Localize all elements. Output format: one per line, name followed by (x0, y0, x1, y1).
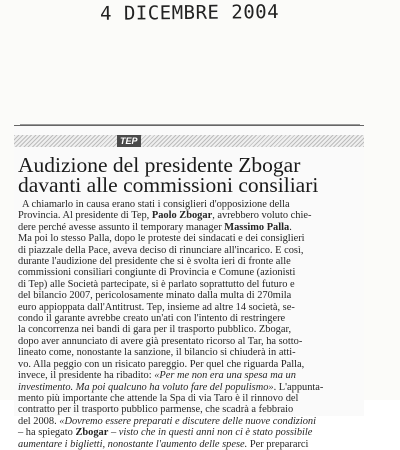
article-line (18, 427, 364, 438)
article-text-run: aumentare i biglietti, nonostante l'aumento delle spese. (18, 438, 248, 450)
article-line (18, 404, 364, 415)
article-line (18, 267, 364, 278)
article-line (18, 279, 364, 290)
article-text-run: «Per me non era una spesa ma un (154, 370, 296, 382)
article-text-run: la concorrenza nei bandi di gara per il trasporto pubblico. Zbogar, (18, 324, 292, 336)
headline (18, 155, 364, 195)
article-text-run: . (289, 221, 292, 233)
article-text-run: di piazzale della Pace, aveva deciso di rinunciare all'incarico. E così, (18, 244, 304, 256)
article-line (18, 393, 364, 404)
section-header-bar (14, 135, 364, 147)
article-line (18, 324, 364, 335)
article-text-run: del bilancio 2007, pericolosamente minato dalla multa di 270mila (18, 290, 292, 302)
article-text-run: investimento. Ma poi qualcuno ha voluto fare del populismo» (18, 381, 274, 393)
article-text-run: Provincia. Al presidente di Tep, (18, 210, 152, 222)
headline-line-2: davanti alle commissioni consiliari (18, 173, 319, 197)
article-text-run: , avrebbero voluto chie- (212, 210, 312, 222)
article-text-run: dopo aver annunciato di avere già presentato ricorso al Tar, ha sotto- (18, 335, 303, 347)
article-line (18, 359, 364, 370)
article-text-run: contratto per il trasporto pubblico parmense, che scadrà a febbraio (18, 404, 294, 416)
article-text-run: Per prepararci (247, 438, 309, 450)
article-line (18, 233, 364, 244)
article-line (18, 290, 364, 301)
article-text-run: invece, il presidente ha ribadito: (18, 370, 155, 382)
article-text-run: Ma poi lo stesso Palla, dopo le proteste dei sindacati e dei consiglieri (18, 233, 305, 245)
article-line (18, 245, 364, 256)
article-line (18, 370, 364, 381)
article-text-run: . L'appunta- (273, 381, 324, 393)
article-text-run: di Tep) alle Società partecipate, si è parlato soprattutto del futuro e (18, 278, 295, 290)
article-text-run: dere perché avesse assunto il temporary manager (18, 221, 225, 233)
article-line (18, 313, 364, 324)
article-text-run: Paolo Zbogar (151, 210, 213, 222)
newspaper-clipping (14, 125, 364, 450)
article-text-run: del 2008. (18, 415, 60, 427)
article-text-run: condo il garante avrebbe creato un'ati con l'intento di restringere (18, 313, 286, 325)
article-line (18, 439, 364, 450)
article-text-run: Massimo Palla (224, 221, 290, 233)
article-body (18, 199, 364, 450)
article-line (18, 222, 364, 233)
article-text-run: durante l'audizione del presidente che si è svolta ieri di fronte alle (18, 256, 291, 268)
article-text-run: mento più importante che attende la Spa di via Taro è il rinnovo del (18, 392, 299, 404)
article-text-run: «Dovremo essere preparati e discutere delle nuove condizioni (59, 415, 316, 427)
article-text-run: – ha spiegato (18, 427, 76, 439)
article-text-run: – visto che in questi anni non ci è stato possibile (108, 427, 313, 439)
article-line (18, 336, 364, 347)
article-text-run: vo. Alla peggio con un risicato pareggio. Per quel che riguarda Palla, (18, 358, 305, 370)
article-line (18, 416, 364, 427)
handwritten-date: 4 DICEMBRE 2004 (99, 1, 280, 25)
article-line (18, 199, 364, 210)
article-line (18, 302, 364, 313)
headline-line-1: Audizione del presidente Zbogar (18, 153, 301, 177)
article-text-run: commissioni consiliari congiunte di Provincia e Comune (azionisti (18, 267, 296, 279)
article-line (18, 382, 364, 393)
article-text-run: A chiamarlo in causa erano stati i consiglieri d'opposizione della (22, 199, 290, 210)
article-line (18, 256, 364, 267)
article-text-run: euro appioppata dall'Antitrust. Tep, insieme ad altre 14 società, se- (18, 301, 295, 313)
article-text-run: Zbogar (75, 427, 109, 439)
section-label: TEP (117, 135, 141, 147)
article-text-run: lineato come, nonostante la sanzione, il bilancio si chiuderà in atti- (18, 347, 296, 359)
article-line (18, 210, 364, 221)
article-line (18, 347, 364, 358)
